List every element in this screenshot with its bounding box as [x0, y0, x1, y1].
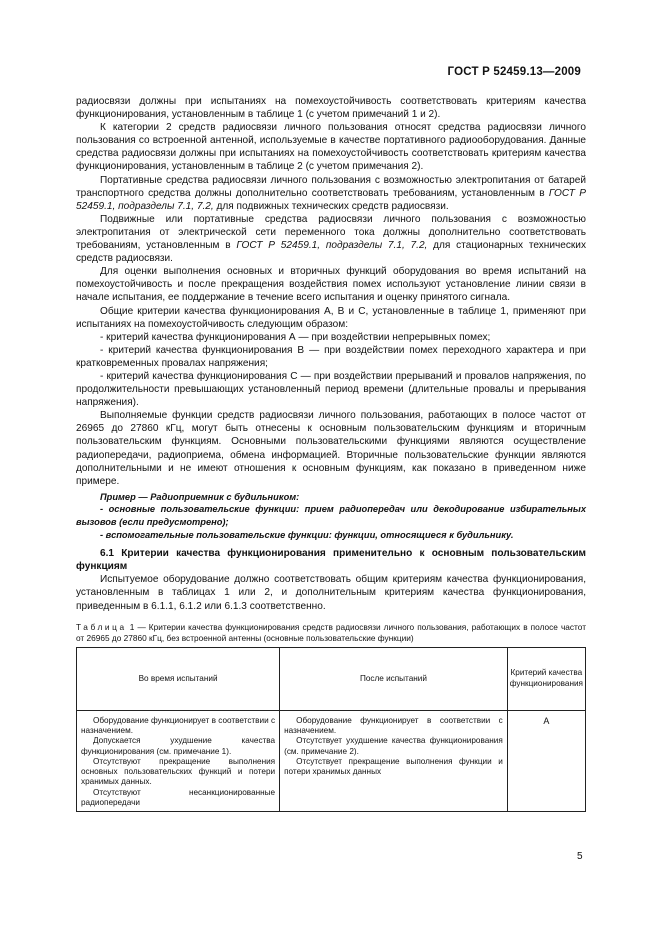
text-run: Подвижные или портативные средства радиосвязи личного пользования с возможностью электропитания от электрической сети переменного тока должны дополнительно соответствовать требованиям, установленным в	[76, 213, 586, 252]
header-criterion: Критерий качества функционирования	[507, 647, 585, 710]
text-run: для стационарных технических средств радиосвязи.	[76, 240, 586, 265]
table-caption-text: 1 — Критерии качества функционирования средств радиосвязи личного пользования, работающих в полосе частот от 26965 до 27860 кГц, без встроенной антенны (основные пользовательские функции)	[76, 621, 586, 643]
document-body	[76, 95, 586, 812]
cell-line: Оборудование функционирует в соответствии с назначением.	[81, 715, 276, 735]
cell-line: Отсутствуют прекращение выполнения основных пользовательских функций и потери хранимых данных.	[81, 756, 276, 787]
paragraph	[76, 213, 586, 265]
cell-line: Оборудование функционирует в соответствии с назначением.	[284, 715, 503, 735]
text-run: для подвижных технических средств радиосвязи.	[213, 200, 449, 212]
section-title: 6.1 Критерии качества функционирования применительно к основным пользовательским функциям	[76, 548, 586, 573]
paragraph: Испытуемое оборудование должно соответствовать общим критериям качества функционирования, установленным в таблицах 1 или 2, и дополнительным критериям качества функционирования, приведенным в 6.1.1, 6.1.2 или 6.1.3 соответственно.	[76, 574, 586, 612]
example-item: - основные пользовательские функции: прием радиопередач или декодирование избирательных вызовов (если предусмотрено);	[76, 504, 586, 527]
text-run: Портативные средства радиосвязи личного пользования с возможностью электропитания от батарей транспортного средства должны дополнительно соответствовать требованиям, установленным в	[76, 174, 586, 199]
paragraph: радиосвязи должны при испытаниях на помехоустойчивость соответствовать критериям качества функционирования, установленным в таблице 1 (с учетом примечаний 1 и 2).	[76, 96, 586, 121]
list-item: - критерий качества функционирования В — при воздействии помех переходного характера и при кратковременных провалах напряжения;	[76, 344, 586, 369]
cell-line: Отсутствует прекращение выполнения функции и потери хранимых данных	[284, 756, 503, 777]
cell-during-tests	[77, 710, 280, 812]
paragraph: Для оценки выполнения основных и вторичных функций оборудования во время испытаний на помехоустойчивость и после прекращения воздействия помех используют установление линии связи в начале испытания, ее поддержание в течение всего испытания и оценку принятого сигнала.	[76, 266, 586, 304]
standard-reference: ГОСТ Р 52459.1, подразделы 7.1, 7.2,	[236, 240, 428, 252]
cell-criterion	[507, 710, 585, 812]
criteria-table	[76, 647, 586, 813]
page-number: 5	[577, 851, 583, 862]
paragraph: К категории 2 средств радиосвязи личного пользования относят средства радиосвязи личного пользования со встроенной антенной, используемые в качестве портативного радиооборудования. Данные средства радиосвязи должны при испытаниях на помехоустойчивость соответствовать критериям качества функционирования, установленным в таблице 2 (с учетом примечания 2).	[76, 122, 586, 173]
table-header-row	[77, 647, 586, 710]
cell-line: Допускается ухудшение качества функционирования (см. примечание 1).	[81, 736, 276, 756]
standard-reference: ГОСТ Р 52459.1, подразделы 7.1, 7.2,	[76, 187, 586, 212]
example-item: - вспомогательные пользовательские функции: функции, относящиеся к будильнику.	[100, 529, 514, 540]
header-during-tests: Во время испытаний	[77, 647, 280, 710]
criterion-value: А	[543, 715, 550, 726]
cell-line: Отсутствуют несанкционированные радиопередачи	[81, 787, 276, 808]
cell-after-tests	[280, 710, 508, 812]
table-caption	[76, 622, 586, 644]
table-caption-label: Таблица	[76, 621, 127, 632]
example-title: Пример — Радиоприемник с будильником:	[100, 491, 300, 502]
paragraph: Общие критерии качества функционирования А, В и С, установленные в таблице 1, применяют при испытаниях на помехоустойчивость следующим образом:	[76, 305, 586, 330]
paragraph: Выполняемые функции средств радиосвязи личного пользования, работающих в полосе частот от 26965 до 27860 кГц, могут быть отнесены к основным пользовательским функциям и вторичным пользовательским функциям. Основными пользовательскими функциями являются осуществление радиопередачи, радиоприема, обмена информацией. Вторичные пользовательские функции являются дополнительными и не имеют отношения к основным функциям, как показано в приведенном ниже примере.	[76, 410, 586, 487]
table-row	[77, 710, 586, 812]
list-item: - критерий качества функционирования А — при воздействии непрерывных помех;	[100, 331, 491, 343]
cell-line: Отсутствует ухудшение качества функционирования (см. примечание 2).	[284, 736, 503, 756]
list-item: - критерий качества функционирования С — при воздействии прерываний и провалов напряжения, по продолжительности превышающих установленный период времени (длительные провалы и прерывания напряжения).	[76, 370, 586, 409]
header-after-tests: После испытаний	[280, 647, 508, 710]
document-header: ГОСТ Р 52459.13—2009	[447, 66, 581, 78]
paragraph	[76, 174, 586, 213]
